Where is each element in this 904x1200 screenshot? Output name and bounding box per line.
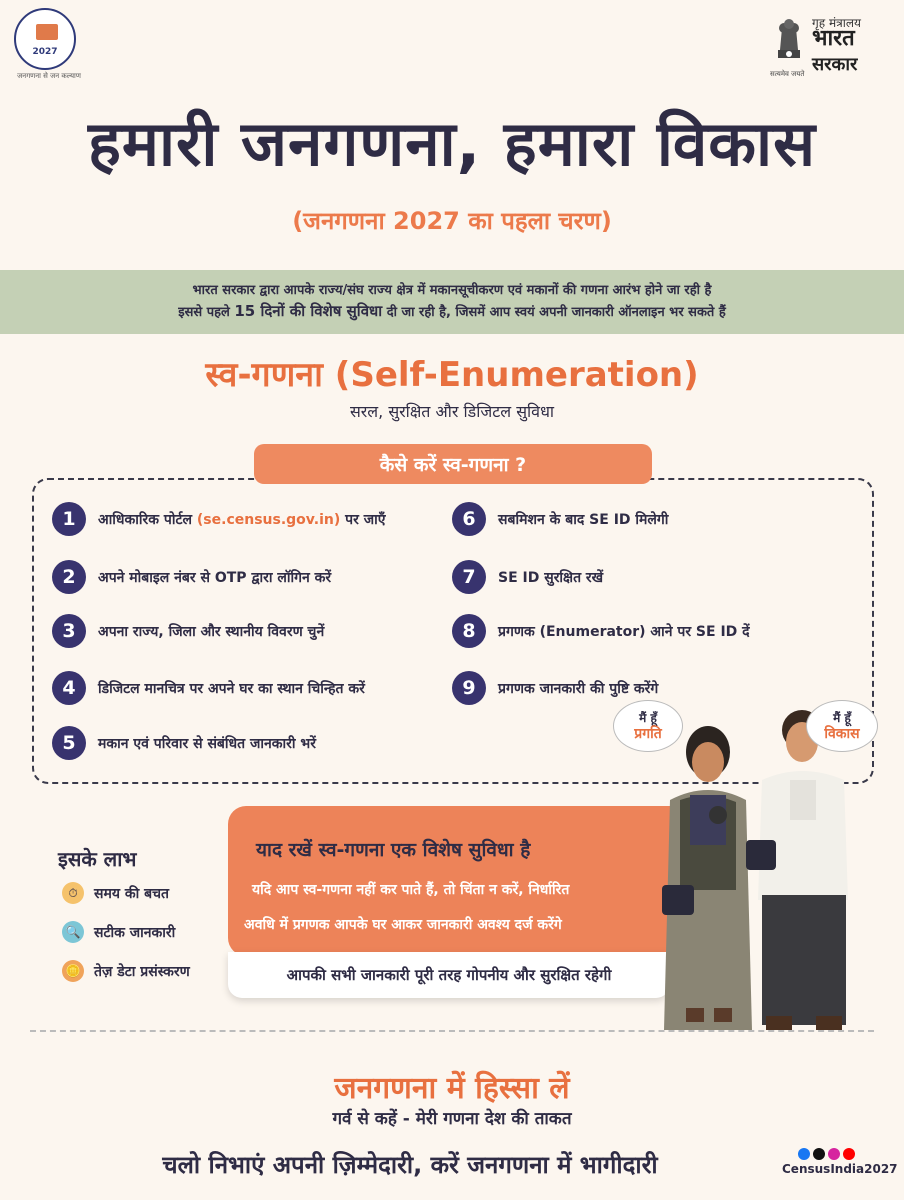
step-3 (52, 614, 324, 648)
x-icon[interactable] (813, 1148, 825, 1160)
step-number: 2 (52, 560, 86, 594)
female-enumerator-figure (662, 726, 752, 1030)
benefit-item: ⏱ समय की बचत (62, 882, 169, 904)
coins-icon: 🪙 (62, 960, 84, 982)
census-logo-year: 2027 (32, 47, 58, 57)
national-emblem-icon (772, 14, 806, 66)
announcement-line2: इससे पहले 15 दिनों की विशेष सुविधा दी जा रही है, जिसमें आप स्वयं अपनी जानकारी ऑनलाइन भर सकते हैं (178, 302, 726, 320)
step-7 (452, 560, 603, 594)
reminder-line2: अवधि में प्रगणक आपके घर आकर जानकारी अवश्य दर्ज करेंगे (244, 917, 562, 933)
social-handle: CensusIndia2027 (782, 1162, 898, 1176)
call-to-action-subtitle: गर्व से कहें - मेरी गणना देश की ताकत (332, 1109, 572, 1129)
step-text: डिजिटल मानचित्र पर अपने घर का स्थान चिन्हित करें (98, 680, 365, 697)
ministry-name: गृह मंत्रालय (812, 16, 861, 30)
section-divider (30, 1030, 874, 1032)
call-to-action: जनगणना में हिस्सा लें (334, 1071, 570, 1106)
privacy-note: आपकी सभी जानकारी पूरी तरह गोपनीय और सुरक्षित रहेगी (228, 952, 670, 998)
step-text: सबमिशन के बाद SE ID मिलेगी (498, 511, 669, 528)
instagram-icon[interactable] (828, 1148, 840, 1160)
step-number: 8 (452, 614, 486, 648)
how-to-heading: कैसे करें स्व-गणना ? (254, 444, 652, 484)
document-search-icon: 🔍 (62, 921, 84, 943)
male-speech-bubble: मैं हूँ विकास (806, 700, 878, 752)
step-text: अपना राज्य, जिला और स्थानीय विवरण चुनें (98, 623, 325, 640)
reminder-line1: यदि आप स्व-गणना नहीं कर पाते हैं, तो चिंता न करें, निर्धारित (252, 882, 570, 898)
step-text: प्रगणक (Enumerator) आने पर SE ID दें (498, 623, 750, 640)
step-5 (52, 726, 316, 760)
step-number: 9 (452, 671, 486, 705)
footer-slogan: चलो निभाएं अपनी ज़िम्मेदारी, करें जनगणना में भागीदारी (162, 1151, 658, 1179)
stopwatch-icon: ⏱ (62, 882, 84, 904)
step-number: 5 (52, 726, 86, 760)
announcement-band (0, 270, 904, 334)
step-number: 1 (52, 502, 86, 536)
ministry-logo (772, 14, 892, 76)
page-title: हमारी जनगणना, हमारा विकास (88, 107, 816, 180)
benefits-title: इसके लाभ (58, 847, 137, 871)
step-text: प्रगणक जानकारी की पुष्टि करेंगे (498, 680, 659, 697)
step-9 (452, 671, 658, 705)
gov-name-line1: भारत (812, 26, 855, 51)
step-text: मकान एवं परिवार से संबंधित जानकारी भरें (98, 735, 316, 752)
page-subtitle: (जनगणना 2027 का पहला चरण) (292, 207, 612, 235)
facebook-icon[interactable] (798, 1148, 810, 1160)
step-1: 1 आधिकारिक पोर्टल (se.census.gov.in) पर जाएँ (52, 502, 385, 536)
portal-link[interactable]: (se.census.gov.in) (196, 511, 341, 528)
benefit-item: 🔍 सटीक जानकारी (62, 921, 175, 943)
announcement-line1: भारत सरकार द्वारा आपके राज्य/संघ राज्य क्षेत्र में मकानसूचीकरण एवं मकानों की गणना आरंभ होने जा रही है (192, 283, 712, 298)
reminder-title: याद रखें स्व-गणना एक विशेष सुविधा है (256, 839, 531, 861)
step-number: 3 (52, 614, 86, 648)
self-enumeration-title: स्व-गणना (Self-Enumeration) (205, 355, 699, 395)
step-number: 6 (452, 502, 486, 536)
youtube-icon[interactable] (843, 1148, 855, 1160)
step-text: अपने मोबाइल नंबर से OTP द्वारा लॉगिन करें (98, 569, 332, 586)
step-text: SE ID सुरक्षित रखें (498, 569, 604, 586)
self-enumeration-subtitle: सरल, सुरक्षित और डिजिटल सुविधा (349, 402, 555, 421)
census-2027-logo (14, 8, 76, 70)
female-speech-bubble: मैं हूँ प्रगति (613, 700, 683, 752)
step-4 (52, 671, 365, 705)
gov-name-line2: सरकार (812, 54, 858, 75)
step-number: 4 (52, 671, 86, 705)
male-enumerator-figure (746, 710, 848, 1030)
announcement-highlight: 15 दिनों की विशेष सुविधा (234, 302, 383, 320)
step-8 (452, 614, 750, 648)
step-number: 7 (452, 560, 486, 594)
census-tagline: जनगणना से जन कल्याण (17, 72, 81, 80)
emblem-motto: सत्यमेव जयते (770, 70, 805, 78)
house-icon (36, 24, 58, 40)
step-6 (452, 502, 668, 536)
benefit-item: 🪙 तेज़ डेटा प्रसंस्करण (62, 960, 190, 982)
step-2 (52, 560, 331, 594)
social-handles (782, 1148, 898, 1176)
